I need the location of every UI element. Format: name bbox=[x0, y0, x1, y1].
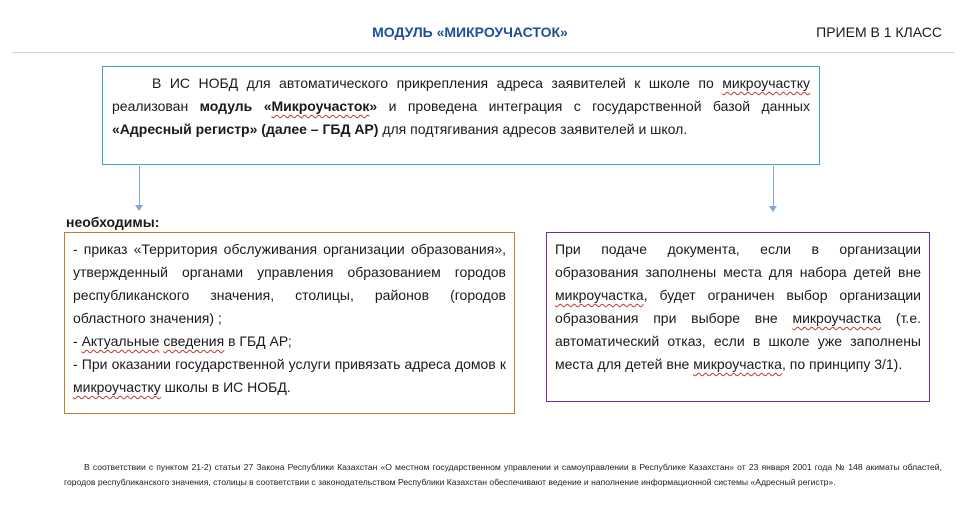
arrow-left-line bbox=[139, 166, 140, 206]
arrow-down-icon bbox=[135, 205, 143, 211]
requirement-item: - Актуальные сведения в ГБД АР; bbox=[73, 333, 292, 349]
restriction-text: При подаче документа, если в организации образования заполнены места для набора детей вне микроучастка, будет ограничен выбор организации образования при выборе вне микроучастка (т.е. автоматический отказ, если в школе уже заполнены места для детей вне микроучастка, по принципу 3/1). bbox=[555, 241, 922, 372]
requirements-box bbox=[64, 232, 515, 414]
spellcheck-word: микроучастку bbox=[722, 75, 810, 91]
legal-footnote: В соответствии с пунктом 21-2) статьи 27 Закона Республики Казахстан «О местном государственном управлении и самоуправлении в Республике Казахстан» от 23 января 2001 года № 148 акиматы областей, городов республиканского значения, столицы в соответствии с законодательством Республики Казахстан обеспечивают ведение и наполнение информационной системы «Адресный регистр». bbox=[64, 462, 942, 487]
restriction-box bbox=[546, 232, 930, 402]
intro-paragraph: В ИС НОБД для автоматического прикрепления адреса заявителей к школе по микроучастку реализован модуль «Микроучасток» и проведена интеграция с государственной базой данных «Адресный регистр» (далее – ГБД АР) для подтягивания адресов заявителей и школ. bbox=[112, 75, 810, 137]
arrow-right-line bbox=[773, 166, 774, 207]
requirement-item: - приказ «Территория обслуживания организации образования», утвержденный органами управления образованием городов республиканского значения, столицы, районов (городов областного значения) ; bbox=[73, 241, 506, 326]
page-title: МОДУЛЬ «МИКРОУЧАСТОК» bbox=[372, 24, 568, 40]
requirements-label: необходимы: bbox=[66, 214, 160, 230]
header-divider bbox=[12, 52, 954, 53]
requirement-item: - При оказании государственной услуги привязать адреса домов к микроучастку школы в ИС НОБД. bbox=[73, 356, 506, 395]
module-name: модуль «Микроучасток» bbox=[199, 98, 378, 114]
section-label: ПРИЕМ В 1 КЛАСС bbox=[816, 24, 942, 40]
intro-box bbox=[102, 66, 820, 165]
arrow-down-icon bbox=[769, 206, 777, 212]
registry-name: «Адресный регистр» (далее – ГБД АР) bbox=[112, 121, 379, 137]
